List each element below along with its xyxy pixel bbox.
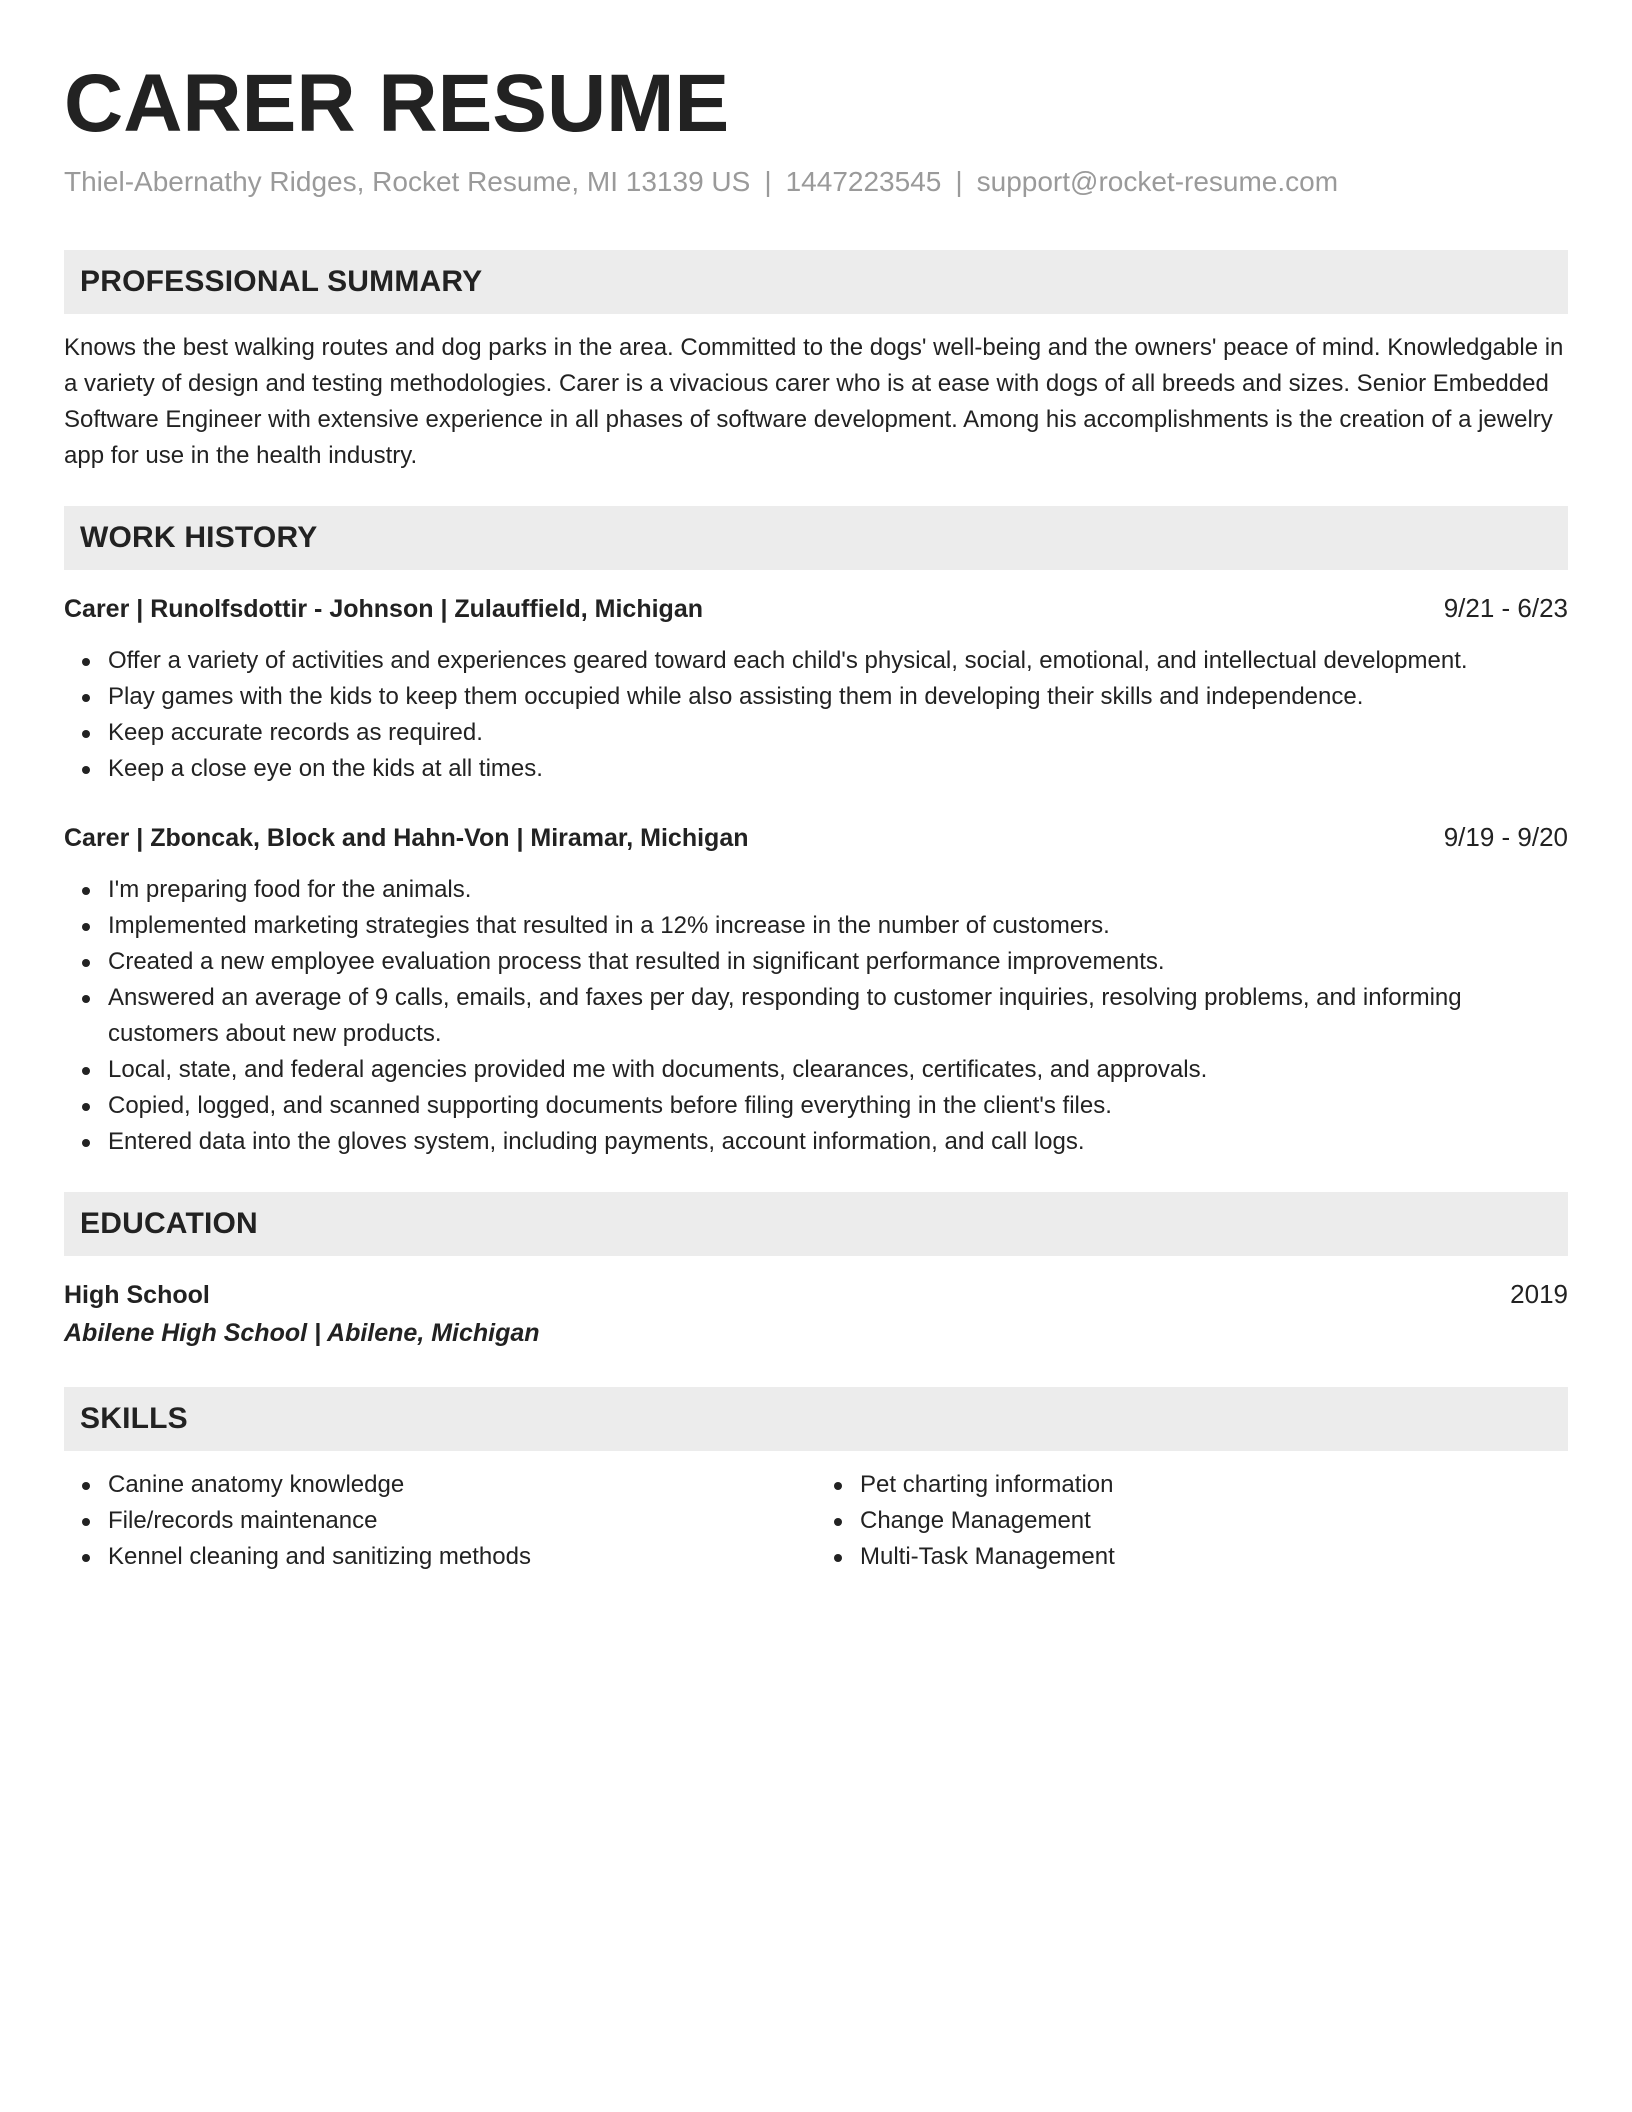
skill-item: Canine anatomy knowledge <box>108 1467 816 1503</box>
job-bullet: Implemented marketing strategies that resulted in a 12% increase in the number of customers. <box>108 908 1568 944</box>
job-bullet: Keep a close eye on the kids at all times. <box>108 751 1568 787</box>
job-bullet: Copied, logged, and scanned supporting documents before filing everything in the client's files. <box>108 1088 1568 1124</box>
job-bullet: Entered data into the gloves system, including payments, account information, and call logs. <box>108 1124 1568 1160</box>
job-bullet: Play games with the kids to keep them occupied while also assisting them in developing their skills and independence. <box>108 679 1568 715</box>
job-bullets <box>64 643 1568 787</box>
education-year: 2019 <box>1510 1279 1568 1309</box>
job-bullet: Answered an average of 9 calls, emails, and faxes per day, responding to customer inquiries, resolving problems, and informing customers about new products. <box>108 980 1568 1052</box>
contact-email: support@rocket-resume.com <box>976 166 1339 197</box>
job-title: Carer | Zboncak, Block and Hahn-Von | Miramar, Michigan <box>64 824 749 852</box>
education-header <box>64 1276 1568 1313</box>
skill-item: Kennel cleaning and sanitizing methods <box>108 1539 816 1575</box>
job-bullet: Created a new employee evaluation process that resulted in significant performance improvements. <box>108 944 1568 980</box>
job-bullets <box>64 872 1568 1160</box>
skills-bullets <box>816 1467 1568 1575</box>
contact-address: Thiel-Abernathy Ridges, Rocket Resume, MI 13139 US <box>64 166 751 197</box>
education-school: Abilene High School | Abilene, Michigan <box>64 1319 540 1347</box>
education-entry <box>64 1276 1568 1351</box>
job-header <box>64 819 1568 856</box>
skills-bullets <box>64 1467 816 1575</box>
skills-list <box>64 1467 1568 1575</box>
education-degree: High School <box>64 1281 210 1309</box>
skill-item: Change Management <box>860 1503 1568 1539</box>
section-heading-summary: PROFESSIONAL SUMMARY <box>64 250 1568 314</box>
skill-item: Pet charting information <box>860 1467 1568 1503</box>
section-heading-education: EDUCATION <box>64 1192 1568 1256</box>
job-title: Carer | Runolfsdottir - Johnson | Zulauffield, Michigan <box>64 595 703 623</box>
job-bullet: Local, state, and federal agencies provided me with documents, clearances, certificates, and approvals. <box>108 1052 1568 1088</box>
job-entry <box>64 590 1568 787</box>
contact-separator: | <box>955 166 963 197</box>
resume-title: CARER RESUME <box>64 58 730 149</box>
job-bullet: I'm preparing food for the animals. <box>108 872 1568 908</box>
skills-column-left <box>64 1467 816 1575</box>
skills-column-right <box>816 1467 1568 1575</box>
summary-text: Knows the best walking routes and dog parks in the area. Committed to the dogs' well-being and the owners' peace of mind. Knowledgable in a variety of design and testing methodologies. Carer is a vivacious carer who is at ease with dogs of all breeds and sizes. Senior Embedded Software Engineer with extensive experience in all phases of software development. Among his accomplishments is the creation of a jewelry app for use in the health industry. <box>64 334 1564 469</box>
job-bullet: Offer a variety of activities and experiences geared toward each child's physical, social, emotional, and intellectual development. <box>108 643 1568 679</box>
contact-separator: | <box>764 166 772 197</box>
section-heading-work-history: WORK HISTORY <box>64 506 1568 570</box>
job-header <box>64 590 1568 627</box>
job-bullet: Keep accurate records as required. <box>108 715 1568 751</box>
skill-item: Multi-Task Management <box>860 1539 1568 1575</box>
contact-phone: 1447223545 <box>785 166 942 197</box>
job-dates: 9/19 - 9/20 <box>1443 822 1568 852</box>
job-entry <box>64 819 1568 1160</box>
skill-item: File/records maintenance <box>108 1503 816 1539</box>
section-heading-skills: SKILLS <box>64 1387 1568 1451</box>
contact-line <box>64 164 1568 200</box>
job-dates: 9/21 - 6/23 <box>1443 593 1568 623</box>
